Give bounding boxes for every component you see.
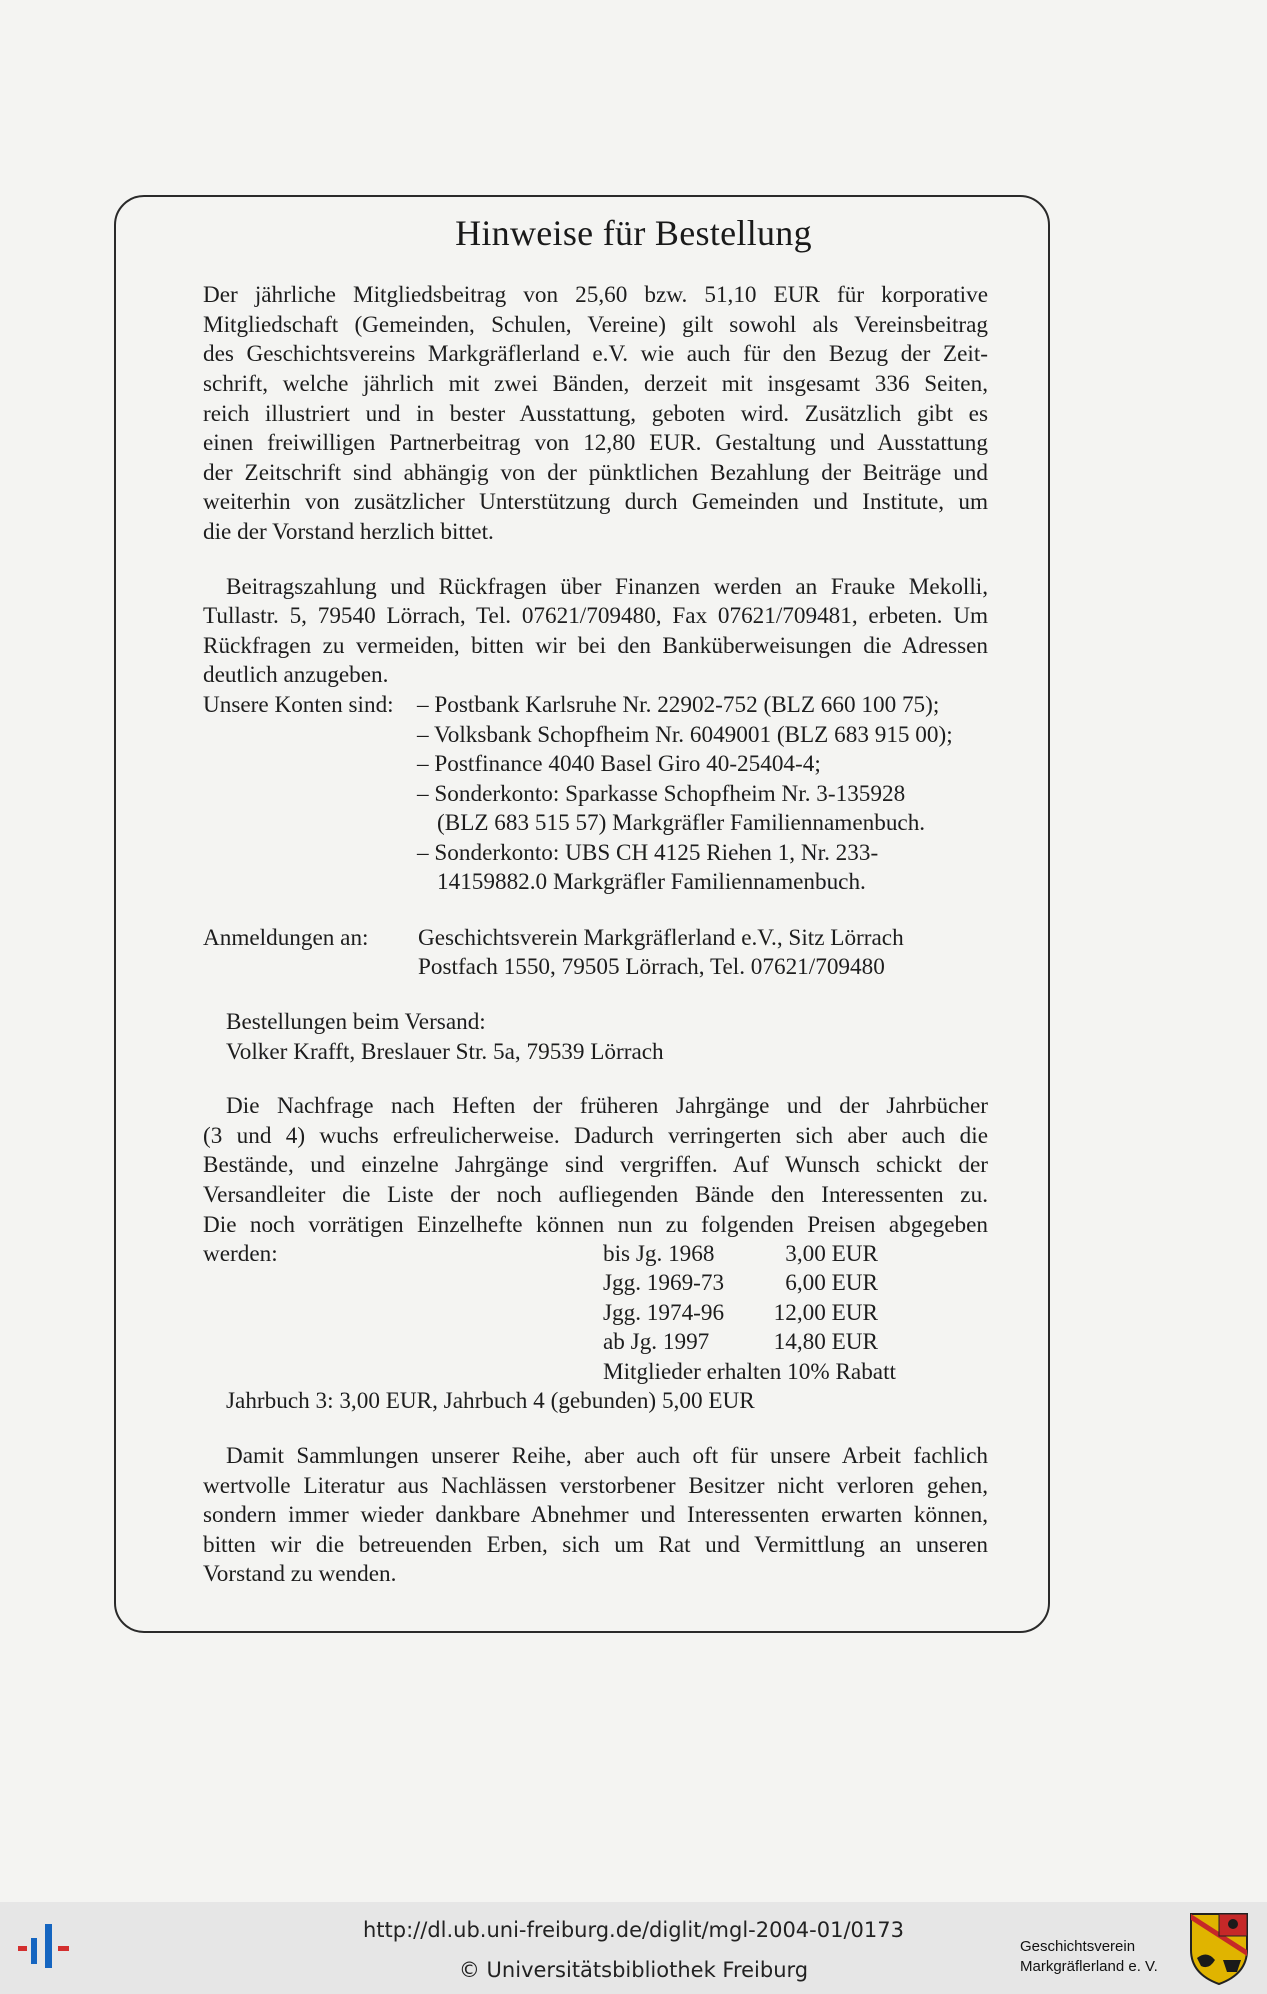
text-line: einen freiwilligen Partnerbeitrag von 12,80 EUR. Gestaltung und Ausstattung xyxy=(203,430,988,456)
registration-label: Anmeldungen an: xyxy=(203,925,369,951)
text-line: reich illustriert und in bester Ausstattung, geboten wird. Zusätzlich gibt es xyxy=(203,401,988,427)
text-line: Bestände, und einzelne Jahrgänge sind vergriffen. Auf Wunsch schickt der xyxy=(203,1152,988,1178)
price-years: bis Jg. 1968 xyxy=(603,1241,715,1267)
account-item: – Postfinance 4040 Basel Giro 40-25404-4; xyxy=(417,751,821,777)
page-title: Hinweise für Bestellung xyxy=(455,213,812,253)
text-line: Damit Sammlungen unserer Reihe, aber auch oft für unsere Arbeit fachlich xyxy=(226,1443,988,1469)
text-line: wertvolle Literatur aus Nachlässen verstorbener Besitzer nicht verloren gehen, xyxy=(203,1473,988,1499)
shipping-label: Bestellungen beim Versand: xyxy=(226,1009,486,1035)
yearbook-prices: Jahrbuch 3: 3,00 EUR, Jahrbuch 4 (gebunden) 5,00 EUR xyxy=(226,1388,755,1414)
text-line: Vorstand zu wenden. xyxy=(203,1561,397,1587)
society-name-line: Geschichtsverein xyxy=(1020,1938,1136,1955)
copyright-notice: © Universitätsbibliothek Freiburg xyxy=(458,1958,809,1982)
society-name-line: Markgräflerland e. V. xyxy=(1020,1958,1158,1975)
account-item: – Volksbank Schopfheim Nr. 6049001 (BLZ 683 915 00); xyxy=(417,722,953,748)
accounts-label: Unsere Konten sind: xyxy=(203,692,394,718)
price-value: 3,00 EUR xyxy=(785,1241,878,1267)
price-years: Jgg. 1974-96 xyxy=(603,1300,725,1326)
price-years: Jgg. 1969-73 xyxy=(603,1270,725,1296)
text-line: Die Nachfrage nach Heften der früheren Jahrgänge und der Jahrbücher xyxy=(226,1093,988,1119)
account-item: – Sonderkonto: UBS CH 4125 Riehen 1, Nr. 233- xyxy=(417,840,879,866)
text-line: die der Vorstand herzlich bittet. xyxy=(203,519,494,545)
permalink-url[interactable]: http://dl.ub.uni-freiburg.de/diglit/mgl-2004-01/0173 xyxy=(362,1918,904,1942)
text-line: Tullastr. 5, 79540 Lörrach, Tel. 07621/709480, Fax 07621/709481, erbeten. Um xyxy=(203,603,988,629)
text-line: weiterhin von zusätzlicher Unterstützung durch Gemeinden und Institute, um xyxy=(203,489,988,515)
price-years: ab Jg. 1997 xyxy=(603,1329,710,1355)
account-item: – Postbank Karlsruhe Nr. 22902-752 (BLZ 660 100 75); xyxy=(417,692,940,718)
text-line: sondern immer wieder dankbare Abnehmer und Interessenten erwarten können, xyxy=(203,1502,988,1528)
price-value: 12,00 EUR xyxy=(773,1300,878,1326)
account-item-continuation: (BLZ 683 515 57) Markgräfler Familiennamenbuch. xyxy=(437,810,926,836)
registration-address: Postfach 1550, 79505 Lörrach, Tel. 07621/709480 xyxy=(418,954,885,980)
shipping-address: Volker Krafft, Breslauer Str. 5a, 79539 Lörrach xyxy=(226,1039,664,1065)
account-item: – Sonderkonto: Sparkasse Schopfheim Nr. 3-135928 xyxy=(417,781,906,807)
text-line: Beitragszahlung und Rückfragen über Finanzen werden an Frauke Mekolli, xyxy=(226,574,988,600)
text-line: werden: xyxy=(203,1241,278,1267)
society-name xyxy=(1020,1937,1158,1977)
text-line: bitten wir die betreuenden Erben, sich um Rat und Vermittlung an unseren xyxy=(203,1532,988,1558)
price-value: 14,80 EUR xyxy=(773,1329,878,1355)
text-line: Versandleiter die Liste der noch aufliegenden Bände den Interessenten zu. xyxy=(203,1182,988,1208)
coat-of-arms-icon[interactable] xyxy=(1187,1910,1251,1986)
price-value: 6,00 EUR xyxy=(785,1270,878,1296)
text-line: Die noch vorrätigen Einzelhefte können nun zu folgenden Preisen abgegeben xyxy=(203,1212,988,1238)
registration-address: Geschichtsverein Markgräflerland e.V., Sitz Lörrach xyxy=(418,925,904,951)
member-discount: Mitglieder erhalten 10% Rabatt xyxy=(603,1359,896,1385)
text-line: schrift, welche jährlich mit zwei Bänden, derzeit mit insgesamt 336 Seiten, xyxy=(203,371,988,397)
text-line: der Zeitschrift sind abhängig von der pünktlichen Bezahlung der Beiträge und xyxy=(203,460,988,486)
text-line: (3 und 4) wuchs erfreulicherweise. Dadurch verringerten sich aber auch die xyxy=(203,1123,988,1149)
text-line: deutlich anzugeben. xyxy=(203,662,389,688)
text-line: Rückfragen zu vermeiden, bitten wir bei den Banküberweisungen die Adressen xyxy=(203,633,988,659)
text-line: des Geschichtsvereins Markgräflerland e.V. wie auch für den Bezug der Zeit- xyxy=(203,341,988,367)
text-line: Mitgliedschaft (Gemeinden, Schulen, Vereine) gilt sowohl als Vereinsbeitrag xyxy=(203,312,988,338)
account-item-continuation: 14159882.0 Markgräfler Familiennamenbuch. xyxy=(437,869,866,895)
text-line: Der jährliche Mitgliedsbeitrag von 25,60 bzw. 51,10 EUR für korporative xyxy=(203,282,988,308)
